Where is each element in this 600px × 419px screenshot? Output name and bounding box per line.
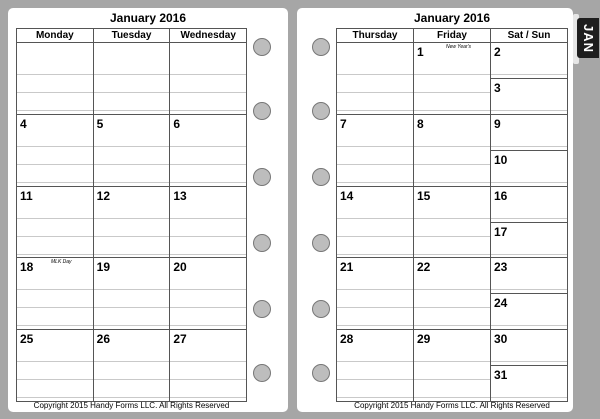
binder-hole bbox=[253, 168, 271, 186]
day-cell[interactable] bbox=[170, 258, 246, 330]
left-page bbox=[8, 8, 288, 412]
day-number: 23 bbox=[494, 260, 508, 275]
copyright-footer-right: Copyright 2015 Handy Forms LLC. All Rights Reserved bbox=[354, 401, 550, 410]
day-cell[interactable] bbox=[94, 258, 170, 330]
column-header-wednesday: Wednesday bbox=[170, 29, 246, 43]
day-number: 13 bbox=[173, 188, 187, 203]
day-cell[interactable] bbox=[414, 187, 490, 259]
copyright-footer-left: Copyright 2015 Handy Forms LLC. All Rights Reserved bbox=[33, 401, 230, 410]
day-number: 28 bbox=[340, 332, 354, 347]
day-number: 26 bbox=[96, 332, 111, 347]
right-page bbox=[297, 8, 573, 412]
day-number: 19 bbox=[96, 260, 111, 275]
column-header-tuesday: Tuesday bbox=[94, 29, 170, 43]
day-cell[interactable] bbox=[337, 115, 413, 187]
day-cell[interactable] bbox=[491, 330, 567, 366]
binder-hole bbox=[312, 102, 330, 120]
month-tab[interactable] bbox=[577, 18, 599, 58]
day-number: 22 bbox=[417, 260, 431, 275]
left-calendar-grid bbox=[16, 28, 247, 402]
page-title-left: January 2016 bbox=[109, 11, 187, 25]
day-cell[interactable] bbox=[170, 115, 246, 187]
day-cell[interactable] bbox=[170, 43, 246, 115]
day-number: 12 bbox=[96, 188, 111, 203]
day-cell[interactable] bbox=[414, 330, 490, 401]
day-number: 30 bbox=[494, 332, 508, 347]
binder-hole bbox=[312, 364, 330, 382]
day-cell[interactable] bbox=[491, 151, 567, 187]
day-cell[interactable] bbox=[337, 330, 413, 401]
binder-hole bbox=[253, 300, 271, 318]
day-cell[interactable] bbox=[17, 115, 93, 187]
day-cell[interactable] bbox=[491, 258, 567, 294]
column-header-sat-sun: Sat / Sun bbox=[491, 29, 567, 43]
day-cell[interactable] bbox=[170, 330, 246, 401]
holiday-note: New Year's bbox=[446, 44, 472, 50]
day-number: 15 bbox=[417, 188, 431, 203]
day-cell[interactable] bbox=[491, 223, 567, 259]
day-cell[interactable] bbox=[94, 330, 170, 401]
day-cell[interactable] bbox=[170, 187, 246, 259]
day-cell[interactable] bbox=[337, 187, 413, 259]
day-cell[interactable] bbox=[337, 258, 413, 330]
day-number: 21 bbox=[340, 260, 354, 275]
day-cell[interactable] bbox=[414, 43, 490, 115]
column-thursday bbox=[337, 29, 414, 401]
column-monday bbox=[17, 29, 94, 401]
day-number: 8 bbox=[417, 116, 424, 131]
column-header-monday: Monday bbox=[17, 29, 93, 43]
day-cell[interactable] bbox=[491, 366, 567, 401]
binder-hole bbox=[253, 102, 271, 120]
day-number: 3 bbox=[494, 80, 501, 95]
day-cell[interactable] bbox=[17, 258, 93, 330]
binder-hole bbox=[253, 234, 271, 252]
day-number: 29 bbox=[417, 332, 431, 347]
column-sat-sun bbox=[491, 29, 567, 401]
day-number: 11 bbox=[20, 188, 33, 203]
holiday-note: MLK Day bbox=[51, 259, 72, 266]
binder-hole bbox=[312, 234, 330, 252]
day-number: 18 bbox=[20, 260, 34, 275]
binder-hole bbox=[253, 364, 271, 382]
day-number: 6 bbox=[173, 116, 181, 131]
day-cell[interactable] bbox=[491, 115, 567, 151]
day-number: 27 bbox=[173, 332, 187, 347]
day-cell[interactable] bbox=[491, 79, 567, 115]
day-cell[interactable] bbox=[17, 330, 93, 401]
page-title-right: January 2016 bbox=[413, 11, 491, 25]
binder-hole bbox=[312, 38, 330, 56]
day-number: 5 bbox=[96, 116, 104, 131]
column-friday bbox=[414, 29, 491, 401]
day-number: 17 bbox=[494, 224, 508, 239]
day-number: 9 bbox=[494, 116, 501, 131]
day-number: 10 bbox=[494, 152, 508, 167]
day-number: 24 bbox=[494, 296, 508, 311]
day-cell[interactable] bbox=[337, 43, 413, 115]
binder-hole bbox=[253, 38, 271, 56]
day-number: 20 bbox=[173, 260, 187, 275]
day-number: 16 bbox=[494, 188, 508, 203]
day-cell[interactable] bbox=[94, 115, 170, 187]
column-tuesday bbox=[94, 29, 171, 401]
column-header-friday: Friday bbox=[414, 29, 490, 43]
column-header-thursday: Thursday bbox=[337, 29, 413, 43]
day-number: 31 bbox=[494, 368, 508, 383]
right-calendar-grid bbox=[336, 28, 568, 402]
day-cell[interactable] bbox=[414, 115, 490, 187]
binder-hole bbox=[312, 168, 330, 186]
day-cell[interactable] bbox=[414, 258, 490, 330]
month-tab-label: JAN bbox=[580, 23, 596, 53]
column-wednesday bbox=[170, 29, 246, 401]
day-number: 14 bbox=[340, 188, 354, 203]
day-cell[interactable] bbox=[94, 187, 170, 259]
day-cell[interactable] bbox=[94, 43, 170, 115]
binder-hole bbox=[312, 300, 330, 318]
day-cell[interactable] bbox=[491, 294, 567, 330]
day-cell[interactable] bbox=[491, 43, 567, 79]
day-cell[interactable] bbox=[491, 187, 567, 223]
day-number: 1 bbox=[417, 45, 424, 59]
day-cell[interactable] bbox=[17, 43, 93, 115]
day-cell[interactable] bbox=[17, 187, 93, 259]
day-number: 7 bbox=[340, 116, 347, 131]
day-number: 2 bbox=[494, 45, 501, 59]
day-number: 4 bbox=[20, 116, 27, 131]
day-number: 25 bbox=[20, 332, 34, 347]
